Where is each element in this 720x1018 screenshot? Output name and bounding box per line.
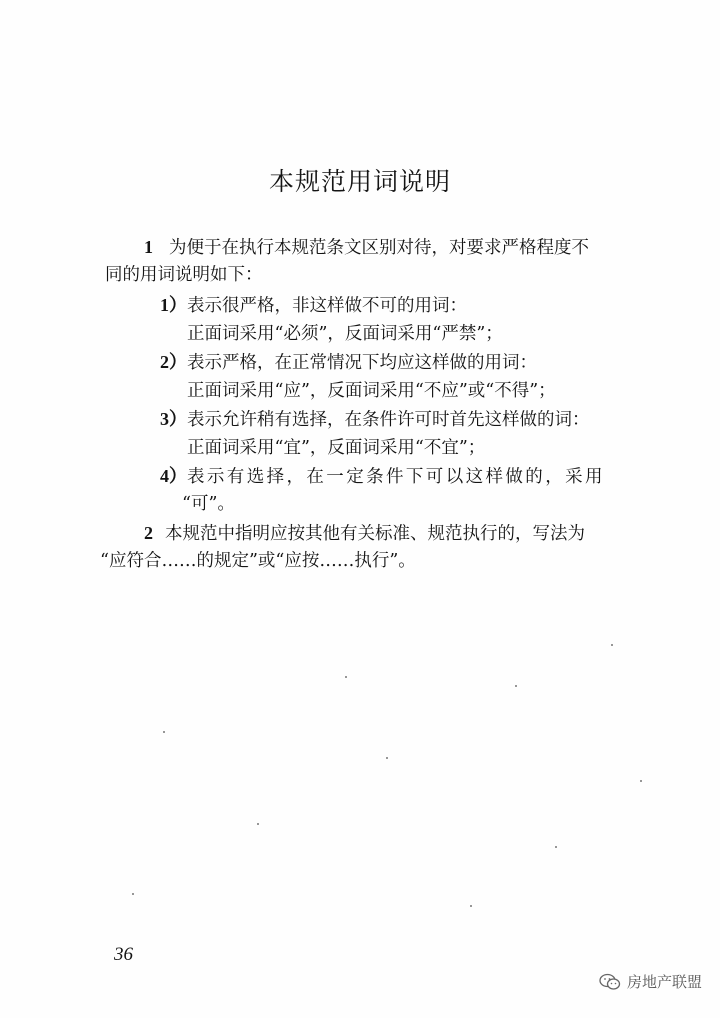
sub-item-2-text: 表示严格，在正常情况下均应这样做的用词：	[187, 353, 537, 373]
page-number: 36	[114, 944, 133, 965]
scan-speck	[132, 893, 134, 895]
scan-speck	[345, 676, 347, 678]
sub-item-3-text: 表示允许稍有选择，在条件许可时首先这样做的词：	[187, 410, 590, 430]
sub-item-2-line-2: 正面词采用“应”，反面词采用“不应”或“不得”；	[187, 381, 556, 401]
item-2-first-line	[144, 522, 585, 545]
wechat-icon	[599, 973, 621, 991]
scan-speck	[470, 905, 472, 907]
item-1-number: 1	[144, 237, 153, 257]
scan-speck	[257, 823, 259, 825]
sub-item-4-line-1	[160, 465, 605, 488]
sub-item-3-line-2: 正面词采用“宜”，反面词采用“不宜”；	[187, 438, 486, 458]
sub-item-4-number: 4）	[160, 466, 187, 486]
sub-item-2-number: 2）	[160, 352, 187, 372]
item-2-number: 2	[144, 523, 153, 543]
scan-speck	[640, 780, 642, 782]
item-2-second-line: “应符合……的规定”或“应按……执行”。	[100, 551, 416, 571]
sub-item-3-line-1	[160, 408, 590, 431]
item-1-first-line	[144, 236, 589, 259]
item-1-second-line: 同的用词说明如下：	[105, 265, 263, 285]
sub-item-2-line-1	[160, 351, 537, 374]
scan-speck	[386, 757, 388, 759]
sub-item-4-text: 表示有选择，在一定条件下可以这样做的，采用	[187, 467, 605, 487]
watermark	[599, 971, 702, 992]
watermark-text: 房地产联盟	[626, 973, 702, 991]
scan-speck	[163, 731, 165, 733]
item-2-text: 本规范中指明应按其他有关标准、规范执行的，写法为	[165, 524, 585, 544]
page-title: 本规范用词说明	[268, 167, 451, 196]
sub-item-3-number: 3）	[160, 409, 187, 429]
scan-speck	[515, 685, 517, 687]
sub-item-1-line-2: 正面词采用“必须”，反面词采用“严禁”；	[187, 324, 503, 344]
scan-speck	[555, 846, 557, 848]
sub-item-1-line-1	[160, 294, 467, 317]
sub-item-1-text: 表示很严格，非这样做不可的用词：	[187, 296, 467, 316]
scan-speck	[611, 644, 613, 646]
sub-item-4-line-2: “可”。	[182, 494, 235, 514]
sub-item-1-number: 1）	[160, 295, 187, 315]
item-1-text: 为便于在执行本规范条文区别对待，对要求严格程度不	[169, 238, 589, 258]
